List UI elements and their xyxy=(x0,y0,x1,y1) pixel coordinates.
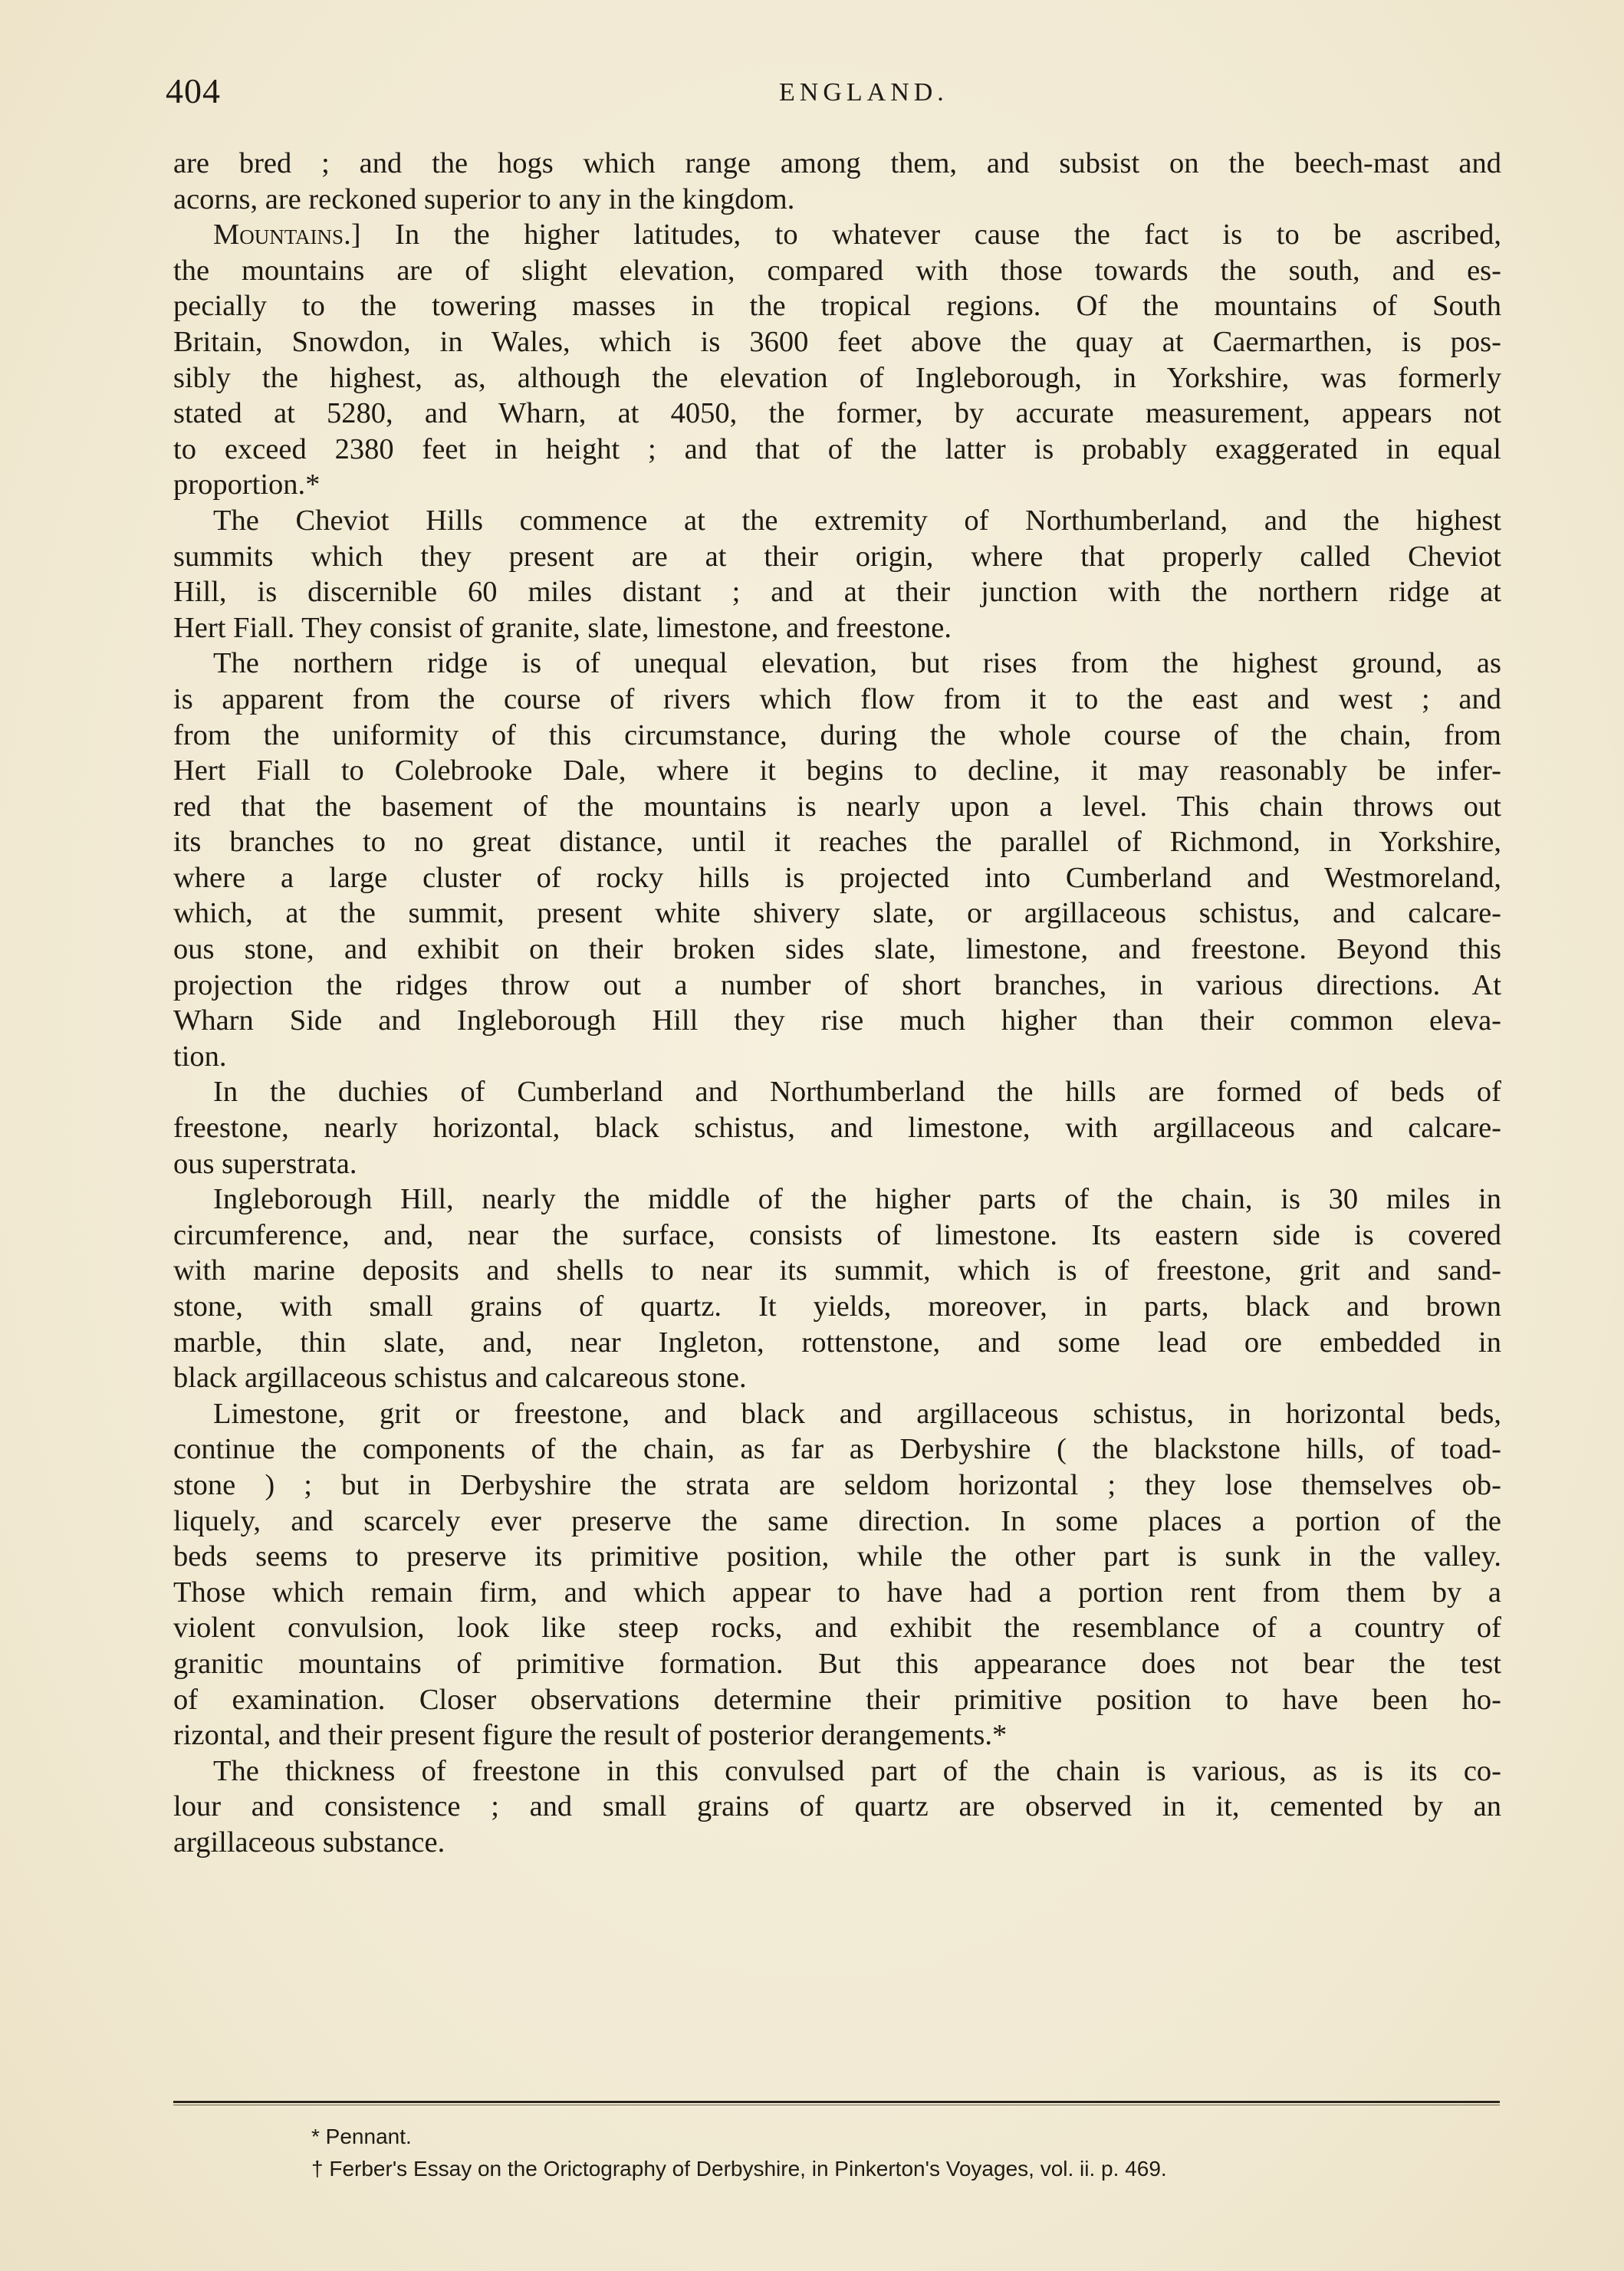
text-line: continue the components of the chain, as far as Derbyshire ( the blackstone hills, of toad- xyxy=(173,1433,1501,1466)
text-line: from the uniformity of this circumstance, during the whole course of the chain, from xyxy=(173,718,1501,751)
footnote: * Pennant. xyxy=(311,2125,412,2148)
text-line-rest: In the higher latitudes, to whatever cause the fact is to be ascribed, xyxy=(360,219,1501,251)
footnotes xyxy=(311,2121,1461,2185)
text-line: Hill, is discernible 60 miles distant ; and at their junction with the northern ridge at xyxy=(173,576,1501,609)
text-line: where a large cluster of rocky hills is projected into Cumberland and Westmoreland, xyxy=(173,861,1501,894)
text-line: Wharn Side and Ingleborough Hill they rise much higher than their common eleva- xyxy=(173,1004,1501,1037)
text-line xyxy=(173,217,1501,253)
text-line: Those which remain firm, and which appear to have had a portion rent from them by a xyxy=(173,1576,1501,1609)
footnote-rule xyxy=(173,2101,1500,2103)
text-line: with marine deposits and shells to near its summit, which is of freestone, grit and sand- xyxy=(173,1254,1501,1287)
text-line: stated at 5280, and Wharn, at 4050, the former, by accurate measurement, appears not xyxy=(173,397,1501,430)
text-line: which, at the summit, present white shivery slate, or argillaceous schistus, and calcare- xyxy=(173,897,1501,930)
text-line: stone, with small grains of quartz. It yields, moreover, in parts, black and brown xyxy=(173,1290,1501,1323)
page-number: 404 xyxy=(166,71,221,110)
running-head: ENGLAND. xyxy=(779,78,948,107)
text-line: sibly the highest, as, although the elevation of Ingleborough, in Yorkshire, was formerly xyxy=(173,361,1501,394)
text-line: rizontal, and their present figure the result of posterior derangements.* xyxy=(173,1719,1008,1752)
text-line: projection the ridges throw out a number of short branches, in various directions. At xyxy=(173,968,1501,1001)
text-line: tion. xyxy=(173,1040,227,1073)
text-line: freestone, nearly horizontal, black schistus, and limestone, with argillaceous and calcare- xyxy=(173,1112,1501,1145)
text-line: summits which they present are at their origin, where that properly called Cheviot xyxy=(173,540,1501,573)
text-line: liquely, and scarcely ever preserve the same direction. In some places a portion of the xyxy=(173,1504,1501,1537)
text-line: acorns, are reckoned superior to any in the kingdom. xyxy=(173,182,795,215)
text-line: black argillaceous schistus and calcareous stone. xyxy=(173,1362,747,1395)
text-line: red that the basement of the mountains is nearly upon a level. This chain throws out xyxy=(173,790,1501,823)
text-line: to exceed 2380 feet in height ; and that of the latter is probably exaggerated in equal xyxy=(173,432,1501,465)
section-lead: Mountains.] xyxy=(213,219,361,251)
text-line: granitic mountains of primitive formation. But this appearance does not bear the test xyxy=(173,1647,1501,1680)
body-text xyxy=(173,146,1501,1861)
text-line: its branches to no great distance, until it reaches the parallel of Richmond, in Yorkshire, xyxy=(173,826,1501,859)
text-line: Limestone, grit or freestone, and black and argillaceous schistus, in horizontal beds, xyxy=(213,1397,1501,1430)
text-line: of examination. Closer observations determine their primitive position to have been ho- xyxy=(173,1683,1501,1716)
text-line: violent convulsion, look like steep rocks, and exhibit the resemblance of a country of xyxy=(173,1612,1501,1645)
text-line: lour and consistence ; and small grains of quartz are observed in it, cemented by an xyxy=(173,1790,1501,1823)
text-line: In the duchies of Cumberland and Northumberland the hills are formed of beds of xyxy=(213,1076,1501,1109)
text-line: ous superstrata. xyxy=(173,1147,357,1180)
text-line: The Cheviot Hills commence at the extremity of Northumberland, and the highest xyxy=(213,504,1501,537)
text-line: Hert Fiall. They consist of granite, slate, limestone, and freestone. xyxy=(173,611,952,644)
text-line: Britain, Snowdon, in Wales, which is 3600 feet above the quay at Caermarthen, is pos- xyxy=(173,325,1501,358)
text-line: pecially to the towering masses in the tropical regions. Of the mountains of South xyxy=(173,290,1501,323)
text-line: The northern ridge is of unequal elevation, but rises from the highest ground, as xyxy=(213,647,1501,680)
text-line: argillaceous substance. xyxy=(173,1826,445,1859)
text-line: Ingleborough Hill, nearly the middle of the higher parts of the chain, is 30 miles in xyxy=(213,1183,1501,1216)
text-line: the mountains are of slight elevation, compared with those towards the south, and es- xyxy=(173,254,1501,287)
text-line: The thickness of freestone in this convulsed part of the chain is various, as is its co- xyxy=(213,1754,1501,1787)
text-line: circumference, and, near the surface, consists of limestone. Its eastern side is covered xyxy=(173,1218,1501,1251)
text-line: marble, thin slate, and, near Ingleton, rottenstone, and some lead ore embedded in xyxy=(173,1326,1501,1359)
text-line: stone ) ; but in Derbyshire the strata are seldom horizontal ; they lose themselves ob- xyxy=(173,1468,1501,1501)
footnote: † Ferber's Essay on the Orictography of Derbyshire, in Pinkerton's Voyages, vol. ii. p. 469. xyxy=(311,2157,1167,2181)
text-line: are bred ; and the hogs which range among them, and subsist on the beech-mast and xyxy=(173,147,1501,179)
page-header xyxy=(166,71,1546,117)
text-line: ous stone, and exhibit on their broken sides slate, limestone, and freestone. Beyond this xyxy=(173,933,1501,966)
text-line: is apparent from the course of rivers which flow from it to the east and west ; and xyxy=(173,682,1501,715)
text-line: Hert Fiall to Colebrooke Dale, where it begins to decline, it may reasonably be infer- xyxy=(173,754,1501,787)
text-line: beds seems to preserve its primitive position, while the other part is sunk in the valley. xyxy=(173,1540,1501,1573)
text-line: proportion.* xyxy=(173,468,321,501)
